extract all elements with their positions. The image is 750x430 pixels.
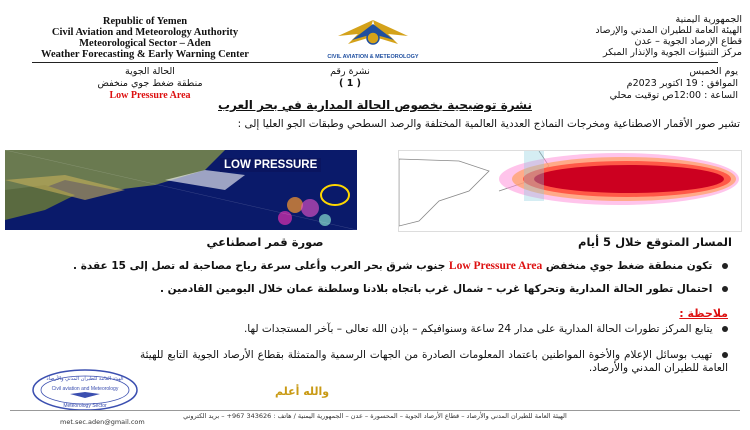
svg-text:CIVIL AVIATION & METEOROLOGY: CIVIL AVIATION & METEOROLOGY <box>327 54 419 60</box>
note-item <box>140 349 728 375</box>
closing-text: والله أعلم <box>275 385 330 398</box>
footer-divider <box>10 410 740 411</box>
note-text: يتابع المركز تطورات الحالة المدارية على مدار 24 ساعة وسنوافيكم – بإذن الله تعالى – بآخر المستجدات لها. <box>243 323 713 335</box>
authority-logo <box>318 14 428 62</box>
note-title: ملاحظة : <box>679 307 728 320</box>
note-text: تهيب بوسائل الإعلام والأخوة المواطنين باعتماد المعلومات الصادرة من الجهات الرسمية والمتمثلة بقطاع الأرصاد الجوية التابع للهيئة العامة للطيران المدني والأرصاد. <box>140 349 728 374</box>
footer-email: met.sec.aden@gmail.com <box>60 418 145 426</box>
satellite-image <box>5 150 357 230</box>
note-item <box>20 323 728 336</box>
official-stamp <box>30 368 140 412</box>
svg-text:Civil aviation and Meteorology: Civil aviation and Meteorology <box>51 386 119 392</box>
time-text: الساعة : 12:00ص توقيت محلي <box>609 90 738 101</box>
bullet-text: تكون منطقة ضغط جوي منخفض <box>545 260 713 272</box>
header-english <box>0 16 290 60</box>
header-en-line: Civil Aviation and Meteorology Authority <box>51 27 239 38</box>
satellite-caption: صورة قمر اصطناعي <box>206 235 324 249</box>
bullet-item <box>20 283 728 296</box>
bullet-dot <box>722 326 728 332</box>
header-ar-line: قطاع الإرصاد الجوية – عدن <box>634 36 742 47</box>
footer-text: الهيئة العامة للطيران المدني والأرصاد – قطاع الأرصاد الجوية – المحسورة – عدن – الجمهورية اليمنية / هاتف : 343626 967+ – بريد الكتروني <box>183 412 567 420</box>
header-en-line: Weather Forecasting & Early Warning Center <box>41 49 249 60</box>
header-en-line: Republic of Yemen <box>102 16 188 27</box>
day-text: يوم الخميس <box>689 66 738 77</box>
track-caption: المسار المتوقع خلال 5 أيام <box>578 235 732 249</box>
bullet-en-term: Low Pressure Area <box>448 260 543 272</box>
state-label: الحالة الجوية <box>125 66 175 77</box>
bullet-text: احتمال تطور الحالة المدارية وتحركها غرب – شمال غرب باتجاه بلادنا وسلطنة عمان خلال اليومين القادمين . <box>160 283 713 295</box>
state-en: Low Pressure Area <box>109 90 191 101</box>
header-en-line: Meteorological Sector – Aden <box>79 38 211 49</box>
date-text: الموافق : 19 اكتوبر 2023م <box>626 78 738 89</box>
bulletin-label: نشرة رقم <box>330 66 370 77</box>
header-arabic <box>492 14 742 58</box>
svg-text:الهيئة العامة للطيران المدني و: الهيئة العامة للطيران المدني والأرصاد <box>46 376 124 382</box>
header-divider <box>32 62 718 63</box>
bulletin-block <box>290 66 410 90</box>
weather-state-block <box>70 66 230 102</box>
bullet-item <box>20 260 728 273</box>
bullet-dot <box>722 352 728 358</box>
date-block <box>528 66 738 102</box>
satellite-label: LOW PRESSURE <box>220 158 321 172</box>
intro-text: تشير صور الأقمار الاصطناعية ومخرجات النماذج العددية العالمية المختلفة والرصد السطحي وطبقات الجو العليا إلى : <box>237 118 740 130</box>
bulletin-number: ( 1 ) <box>339 78 361 89</box>
header-ar-line: الجمهورية اليمنية <box>675 14 742 25</box>
bulletin-title: نشرة توضيحية بخصوص الحالة المدارية في بحر العرب <box>218 98 532 112</box>
header-ar-line: الهيئة العامة للطيران المدني والإرصاد <box>595 25 742 36</box>
bullet-dot <box>722 263 728 269</box>
state-ar: منطقة ضغط جوي منخفض <box>97 78 203 89</box>
header-ar-line: مركز التنبؤات الجوية والإنذار المبكر <box>603 47 742 58</box>
bullet-text: جنوب شرق بحر العرب وأعلى سرعة رياح مصاحبة له تصل إلى 15 عقدة . <box>73 260 446 272</box>
bullet-dot <box>722 286 728 292</box>
svg-text:Meteorology Sector: Meteorology Sector <box>63 403 107 409</box>
forecast-track-map <box>398 150 742 232</box>
